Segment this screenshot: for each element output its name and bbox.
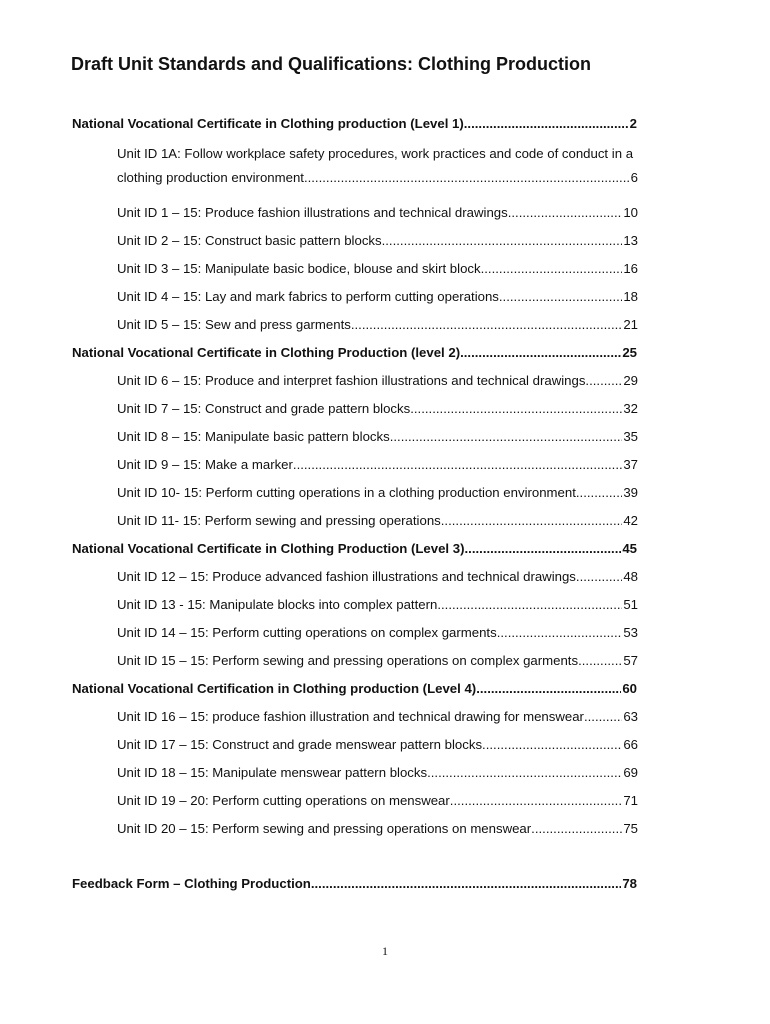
toc-page-number: 37	[623, 457, 638, 472]
toc-entry-label: clothing production environment	[117, 170, 304, 185]
toc-entry-label: Unit ID 5 – 15: Sew and press garments	[117, 317, 351, 332]
toc-entry-unit-3[interactable]	[117, 261, 638, 276]
toc-entry-label: Unit ID 12 – 15: Produce advanced fashion illustrations and technical drawings	[117, 569, 576, 584]
toc-leader	[441, 513, 623, 528]
toc-entry-label: Unit ID 3 – 15: Manipulate basic bodice, blouse and skirt block	[117, 261, 481, 276]
toc-entry-label: Unit ID 8 – 15: Manipulate basic pattern blocks	[117, 429, 390, 444]
toc-page-number: 69	[623, 765, 638, 780]
toc-entry-unit-15[interactable]	[117, 653, 638, 668]
toc-section-label: National Vocational Certificate in Clothing Production (Level 3)	[72, 541, 465, 556]
toc-leader	[437, 597, 622, 612]
toc-page-number: 13	[623, 233, 638, 248]
toc-page-number: 53	[623, 625, 638, 640]
toc-entry-unit-1a-line-1[interactable]: Unit ID 1A: Follow workplace safety procedures, work practices and code of conduct in a	[117, 146, 634, 161]
toc-leader	[476, 681, 621, 696]
toc-page-number: 78	[622, 876, 637, 891]
toc-leader	[460, 345, 621, 360]
toc-entry-label: Unit ID 15 – 15: Perform sewing and pressing operations on complex garments	[117, 653, 579, 668]
toc-page-number: 18	[623, 289, 638, 304]
toc-page-number: 25	[622, 345, 637, 360]
toc-entry-label: Unit ID 9 – 15: Make a marker	[117, 457, 293, 472]
toc-leader	[531, 821, 622, 836]
toc-entry-unit-1a[interactable]	[117, 170, 638, 185]
toc-page-number: 35	[623, 429, 638, 444]
toc-leader	[576, 485, 622, 500]
toc-entry-unit-14[interactable]	[117, 625, 638, 640]
toc-page-number: 57	[623, 653, 638, 668]
toc-section-level-4[interactable]	[72, 681, 637, 696]
toc-leader	[465, 541, 622, 556]
toc-page-number: 10	[623, 205, 638, 220]
toc-page-number: 71	[623, 793, 638, 808]
toc-entry-label: Unit ID 16 – 15: produce fashion illustration and technical drawing for menswear	[117, 709, 584, 724]
toc-leader	[584, 709, 622, 724]
toc-entry-unit-1[interactable]	[117, 205, 638, 220]
toc-leader	[464, 116, 629, 131]
page-title: Draft Unit Standards and Qualifications: Clothing Production	[71, 54, 592, 74]
toc-section-label: National Vocational Certificate in Clothing production (Level 1)	[72, 116, 464, 131]
toc-page-number: 21	[623, 317, 638, 332]
toc-page-number: 75	[623, 821, 638, 836]
toc-leader	[382, 233, 623, 248]
toc-entry-unit-10[interactable]	[117, 485, 638, 500]
toc-page-number: 63	[623, 709, 638, 724]
toc-entry-unit-2[interactable]	[117, 233, 638, 248]
toc-page-number: 6	[630, 170, 638, 185]
toc-entry-label: Unit ID 13 - 15: Manipulate blocks into complex pattern	[117, 597, 438, 612]
toc-entry-unit-7[interactable]	[117, 401, 638, 416]
toc-section-feedback-form[interactable]	[72, 876, 637, 891]
toc-section-level-2[interactable]	[72, 345, 637, 360]
toc-page-number: 2	[629, 116, 637, 131]
toc-leader	[499, 289, 622, 304]
toc-page-number: 48	[623, 569, 638, 584]
toc-entry-unit-4[interactable]	[117, 289, 638, 304]
toc-entry-unit-6[interactable]	[117, 373, 638, 388]
toc-leader	[482, 737, 622, 752]
toc-entry-unit-13[interactable]	[117, 597, 638, 612]
toc-entry-unit-19[interactable]	[117, 793, 638, 808]
toc-leader	[450, 793, 623, 808]
toc-page-number: 66	[623, 737, 638, 752]
toc-entry-label: Unit ID 4 – 15: Lay and mark fabrics to perform cutting operations	[117, 289, 499, 304]
toc-entry-label: Unit ID 11- 15: Perform sewing and pressing operations	[117, 513, 441, 528]
toc-entry-label: Unit ID 20 – 15: Perform sewing and pressing operations on menswear	[117, 821, 532, 836]
toc-leader	[497, 625, 623, 640]
toc-leader	[311, 876, 621, 891]
toc-entry-unit-11[interactable]	[117, 513, 638, 528]
toc-entry-label: Unit ID 17 – 15: Construct and grade menswear pattern blocks	[117, 737, 483, 752]
toc-leader	[508, 205, 623, 220]
toc-section-label: National Vocational Certification in Clothing production (Level 4)	[72, 681, 477, 696]
toc-entry-label: Unit ID 14 – 15: Perform cutting operations on complex garments	[117, 625, 497, 640]
toc-page-number: 29	[623, 373, 638, 388]
toc-entry-label: Unit ID 1 – 15: Produce fashion illustrations and technical drawings	[117, 205, 508, 220]
toc-leader	[481, 261, 623, 276]
toc-entry-unit-20[interactable]	[117, 821, 638, 836]
toc-section-level-1[interactable]	[72, 116, 637, 131]
toc-section-level-3[interactable]	[72, 541, 637, 556]
toc-entry-unit-18[interactable]	[117, 765, 638, 780]
toc-entry-label: Unit ID 18 – 15: Manipulate menswear pattern blocks	[117, 765, 428, 780]
toc-entry-unit-9[interactable]	[117, 457, 638, 472]
toc-page-number: 32	[623, 401, 638, 416]
toc-entry-unit-17[interactable]	[117, 737, 638, 752]
toc-leader	[427, 765, 622, 780]
toc-leader	[576, 569, 622, 584]
toc-entry-label: Unit ID 2 – 15: Construct basic pattern blocks	[117, 233, 382, 248]
toc-section-label: Feedback Form – Clothing Production	[72, 876, 311, 891]
toc-section-label: National Vocational Certificate in Clothing Production (level 2)	[72, 345, 461, 360]
toc-leader	[351, 317, 623, 332]
toc-entry-label: Unit ID 7 – 15: Construct and grade pattern blocks	[117, 401, 411, 416]
toc-entry-label: Unit ID 10- 15: Perform cutting operations in a clothing production environment	[117, 485, 576, 500]
toc-entry-unit-12[interactable]	[117, 569, 638, 584]
toc-entry-label: Unit ID 6 – 15: Produce and interpret fashion illustrations and technical drawings	[117, 373, 586, 388]
toc-page-number: 60	[622, 681, 637, 696]
toc-page-number: 42	[623, 513, 638, 528]
toc-leader	[293, 457, 622, 472]
toc-leader	[304, 170, 630, 185]
toc-page-number: 39	[623, 485, 638, 500]
toc-leader	[390, 429, 623, 444]
toc-page-number: 45	[622, 541, 637, 556]
toc-page-number: 16	[623, 261, 638, 276]
toc-entry-unit-16[interactable]	[117, 709, 638, 724]
toc-page-number: 51	[623, 597, 638, 612]
footer-page-number: 1	[382, 944, 388, 958]
toc-leader	[410, 401, 622, 416]
toc-leader	[585, 373, 622, 388]
toc-entry-unit-8[interactable]	[117, 429, 638, 444]
toc-leader	[578, 653, 622, 668]
toc-entry-unit-5[interactable]	[117, 317, 638, 332]
toc-entry-label: Unit ID 19 – 20: Perform cutting operations on menswear	[117, 793, 450, 808]
